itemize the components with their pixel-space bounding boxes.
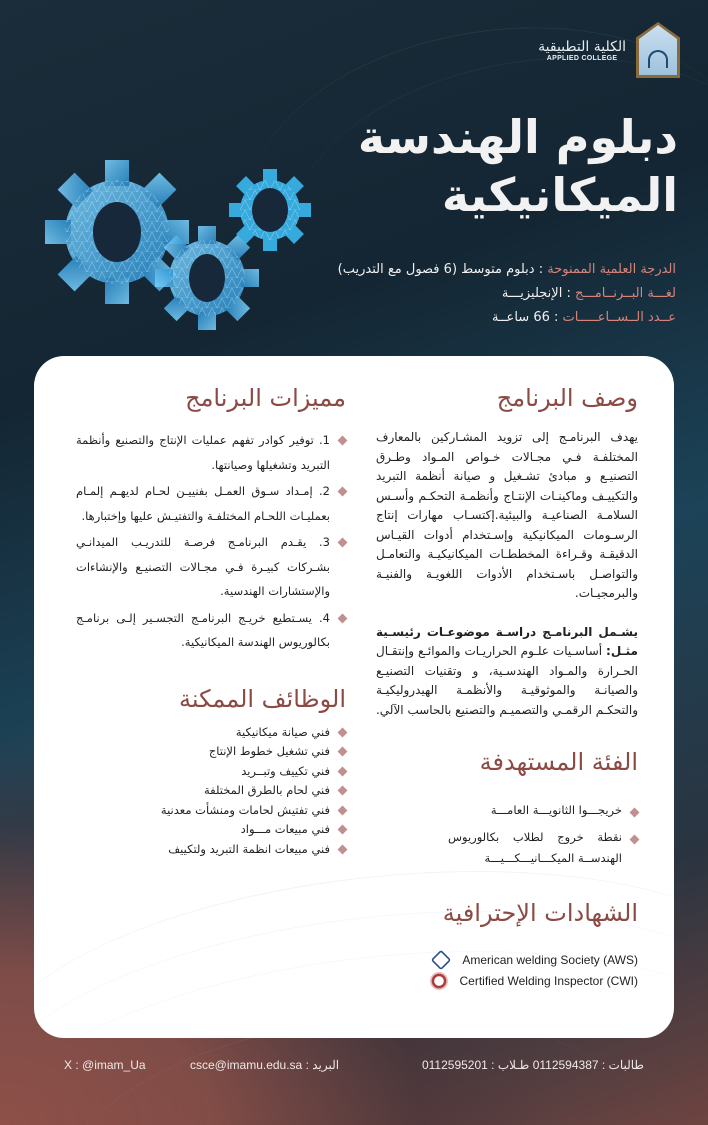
- diamond-bullet-icon: [338, 786, 348, 796]
- meta-degree: الدرجة العلمية الممنوحة : دبلوم متوسط (6 فصول مع التدريب): [337, 262, 676, 277]
- diamond-bullet-icon: [338, 538, 348, 548]
- topics-paragraph: [376, 623, 638, 721]
- diamond-bullet-icon: [338, 844, 348, 854]
- meta-key: الدرجة العلمية الممنوحة: [547, 262, 676, 277]
- program-meta: [338, 258, 676, 330]
- right-column: [376, 376, 638, 991]
- logo-arabic: الكلية التطبيقية: [538, 38, 626, 55]
- meta-key: لغـــة البــرنــامـــج: [574, 286, 676, 301]
- college-logo: [538, 22, 680, 78]
- cert-label: American welding Society (AWS): [462, 952, 638, 967]
- list-item: فني مبيعات مـــواد: [76, 820, 346, 840]
- cert-cwi: [376, 970, 638, 991]
- list-item: فني تشغيل خطوط الإنتاج: [76, 742, 346, 762]
- contact-footer: [0, 1058, 708, 1080]
- list-item: خريجـــوا الثانويـــة العامـــة: [376, 800, 638, 821]
- meta-value: دبلوم متوسط (6 فصول مع التدريب): [337, 262, 535, 277]
- left-column: [76, 376, 346, 859]
- diamond-bullet-icon: [630, 808, 640, 818]
- diamond-bullet-icon: [338, 805, 348, 815]
- meta-language: لغـــة البــرنــامـــج : الإنجليزيـــة: [501, 286, 676, 301]
- list-item: نقطة خروج لطلاب بكالوريوس الهندســة الميكـــانيـــكـــيـــة: [448, 827, 638, 869]
- description-paragraph: يهدف البرنامـج إلى تزويد المشـاركين بالمعارف المختلفـة فـي مجـالات خـواص المـواد وطـرق التصنيـع و مبادئ تشـغيل و صيانة أنظمة التبريد والتكييـف وماكينـات الإنتـاج وأنظمـة التحكـم وأسـس السلامـة الصناعيـة والبيئية.إكتسـاب مهارات إنتاج الرسـومات الميكانيكية وإسـتخدام أدوات القيـاس الدقيقـة وقـراءة المخططـات الميكانيكيـة والتعامـل والتواصـل باسـتخدام الأدوات اللغويـة والفنيـة والبرمجيـات.: [376, 430, 638, 600]
- features-title: مميزات البرنامج: [185, 384, 346, 412]
- content-card: [34, 356, 674, 1038]
- list-item: 4. يسـتطيع خريـج البرنامـج التجسـير إلـى برنامـج بكالوريوس الهندسة الميكانيكية.: [76, 606, 346, 655]
- jobs-list: [76, 723, 346, 860]
- meta-value: 66 ساعــة: [491, 310, 550, 325]
- diamond-bullet-icon: [338, 766, 348, 776]
- list-item: فني مبيعات انظمة التبريد ولتكييف: [76, 840, 346, 860]
- title-line-1: دبلوم الهندسة: [357, 110, 678, 164]
- cert-label: Certified Welding Inspector (CWI): [459, 973, 638, 988]
- cwi-logo-icon: [430, 972, 448, 990]
- diamond-bullet-icon: [338, 436, 348, 446]
- list-item: 2. إمـداد سـوق العمـل بفنييـن لحـام لديهـم إلمـام بعمليـات اللحـام المختلفـة والتفتيـش عليها وإختبارها.: [76, 479, 346, 528]
- aws-logo-icon: [431, 949, 451, 969]
- cert-aws: [376, 949, 638, 970]
- description-title: وصف البرنامج: [496, 384, 638, 412]
- list-item: فني لحام بالطرق المختلفة: [76, 781, 346, 801]
- twitter-handle[interactable]: X : @imam_Ua: [64, 1058, 146, 1072]
- certifications-list: [376, 949, 638, 991]
- diamond-bullet-icon: [630, 835, 640, 845]
- diamond-bullet-icon: [338, 825, 348, 835]
- meta-key: عــدد الــســاعـــــات: [562, 310, 676, 325]
- email-contact[interactable]: البريد : csce@imamu.edu.sa: [190, 1058, 340, 1072]
- topics-text: أساسـيات علـوم الحراريـات والموائـع وإنتقـال الحـرارة والمـواد الهندسـية، و وتقنيات التصنيـع والصيانـة والموثوقيـة والأنظمـة الهيدروليكيـة والتحكـم الرقمـي والتصميـم والتصنيع بالحاسب الآلي.: [375, 644, 638, 717]
- logo-english: APPLIED COLLEGE: [546, 54, 618, 62]
- meta-value: الإنجليزيـــة: [501, 286, 563, 301]
- jobs-title: الوظائف الممكنة: [178, 684, 346, 713]
- list-item: 1. توفير كوادر تفهم عمليات الإنتاج والتصنيع وأنظمة التبريد وتشغيلها وصيانتها.: [76, 428, 346, 477]
- university-emblem-icon: [636, 22, 680, 78]
- list-item: فني صيانة ميكانيكية: [76, 723, 346, 743]
- topics-lead: يشـمل البرنامـج دراسـة موضوعـات رئيسـية مثـل:: [376, 624, 638, 658]
- list-item: فني تفتيش لحامات ومنشأت معدنية: [76, 801, 346, 821]
- phone-contacts[interactable]: طالبات : 0112594387 طـلاب : 0112595201: [421, 1058, 644, 1072]
- title-line-2: الميكانيكية: [441, 168, 678, 222]
- diamond-bullet-icon: [338, 747, 348, 757]
- diamond-bullet-icon: [338, 613, 348, 623]
- target-title: الفئة المستهدفة: [479, 748, 638, 776]
- features-list: [76, 428, 346, 655]
- diamond-bullet-icon: [338, 727, 348, 737]
- target-list: [376, 800, 638, 869]
- gears-illustration-icon: [45, 150, 315, 340]
- list-item: 3. يقـدم البرنامـج فرصـة للتدريـب الميدانـي بشـركات كبيـرة فـي مجـالات التصنيـع والإنشاءات والإستشارات الهندسية.: [76, 530, 346, 604]
- certifications-title: الشهادات الإحترافية: [442, 899, 638, 927]
- meta-hours: عــدد الــســاعـــــات : 66 ساعــة: [491, 310, 676, 325]
- logo-text: [538, 39, 626, 62]
- diamond-bullet-icon: [338, 487, 348, 497]
- list-item: فني تكييف وتبــريد: [76, 762, 346, 782]
- page-title: [278, 108, 678, 224]
